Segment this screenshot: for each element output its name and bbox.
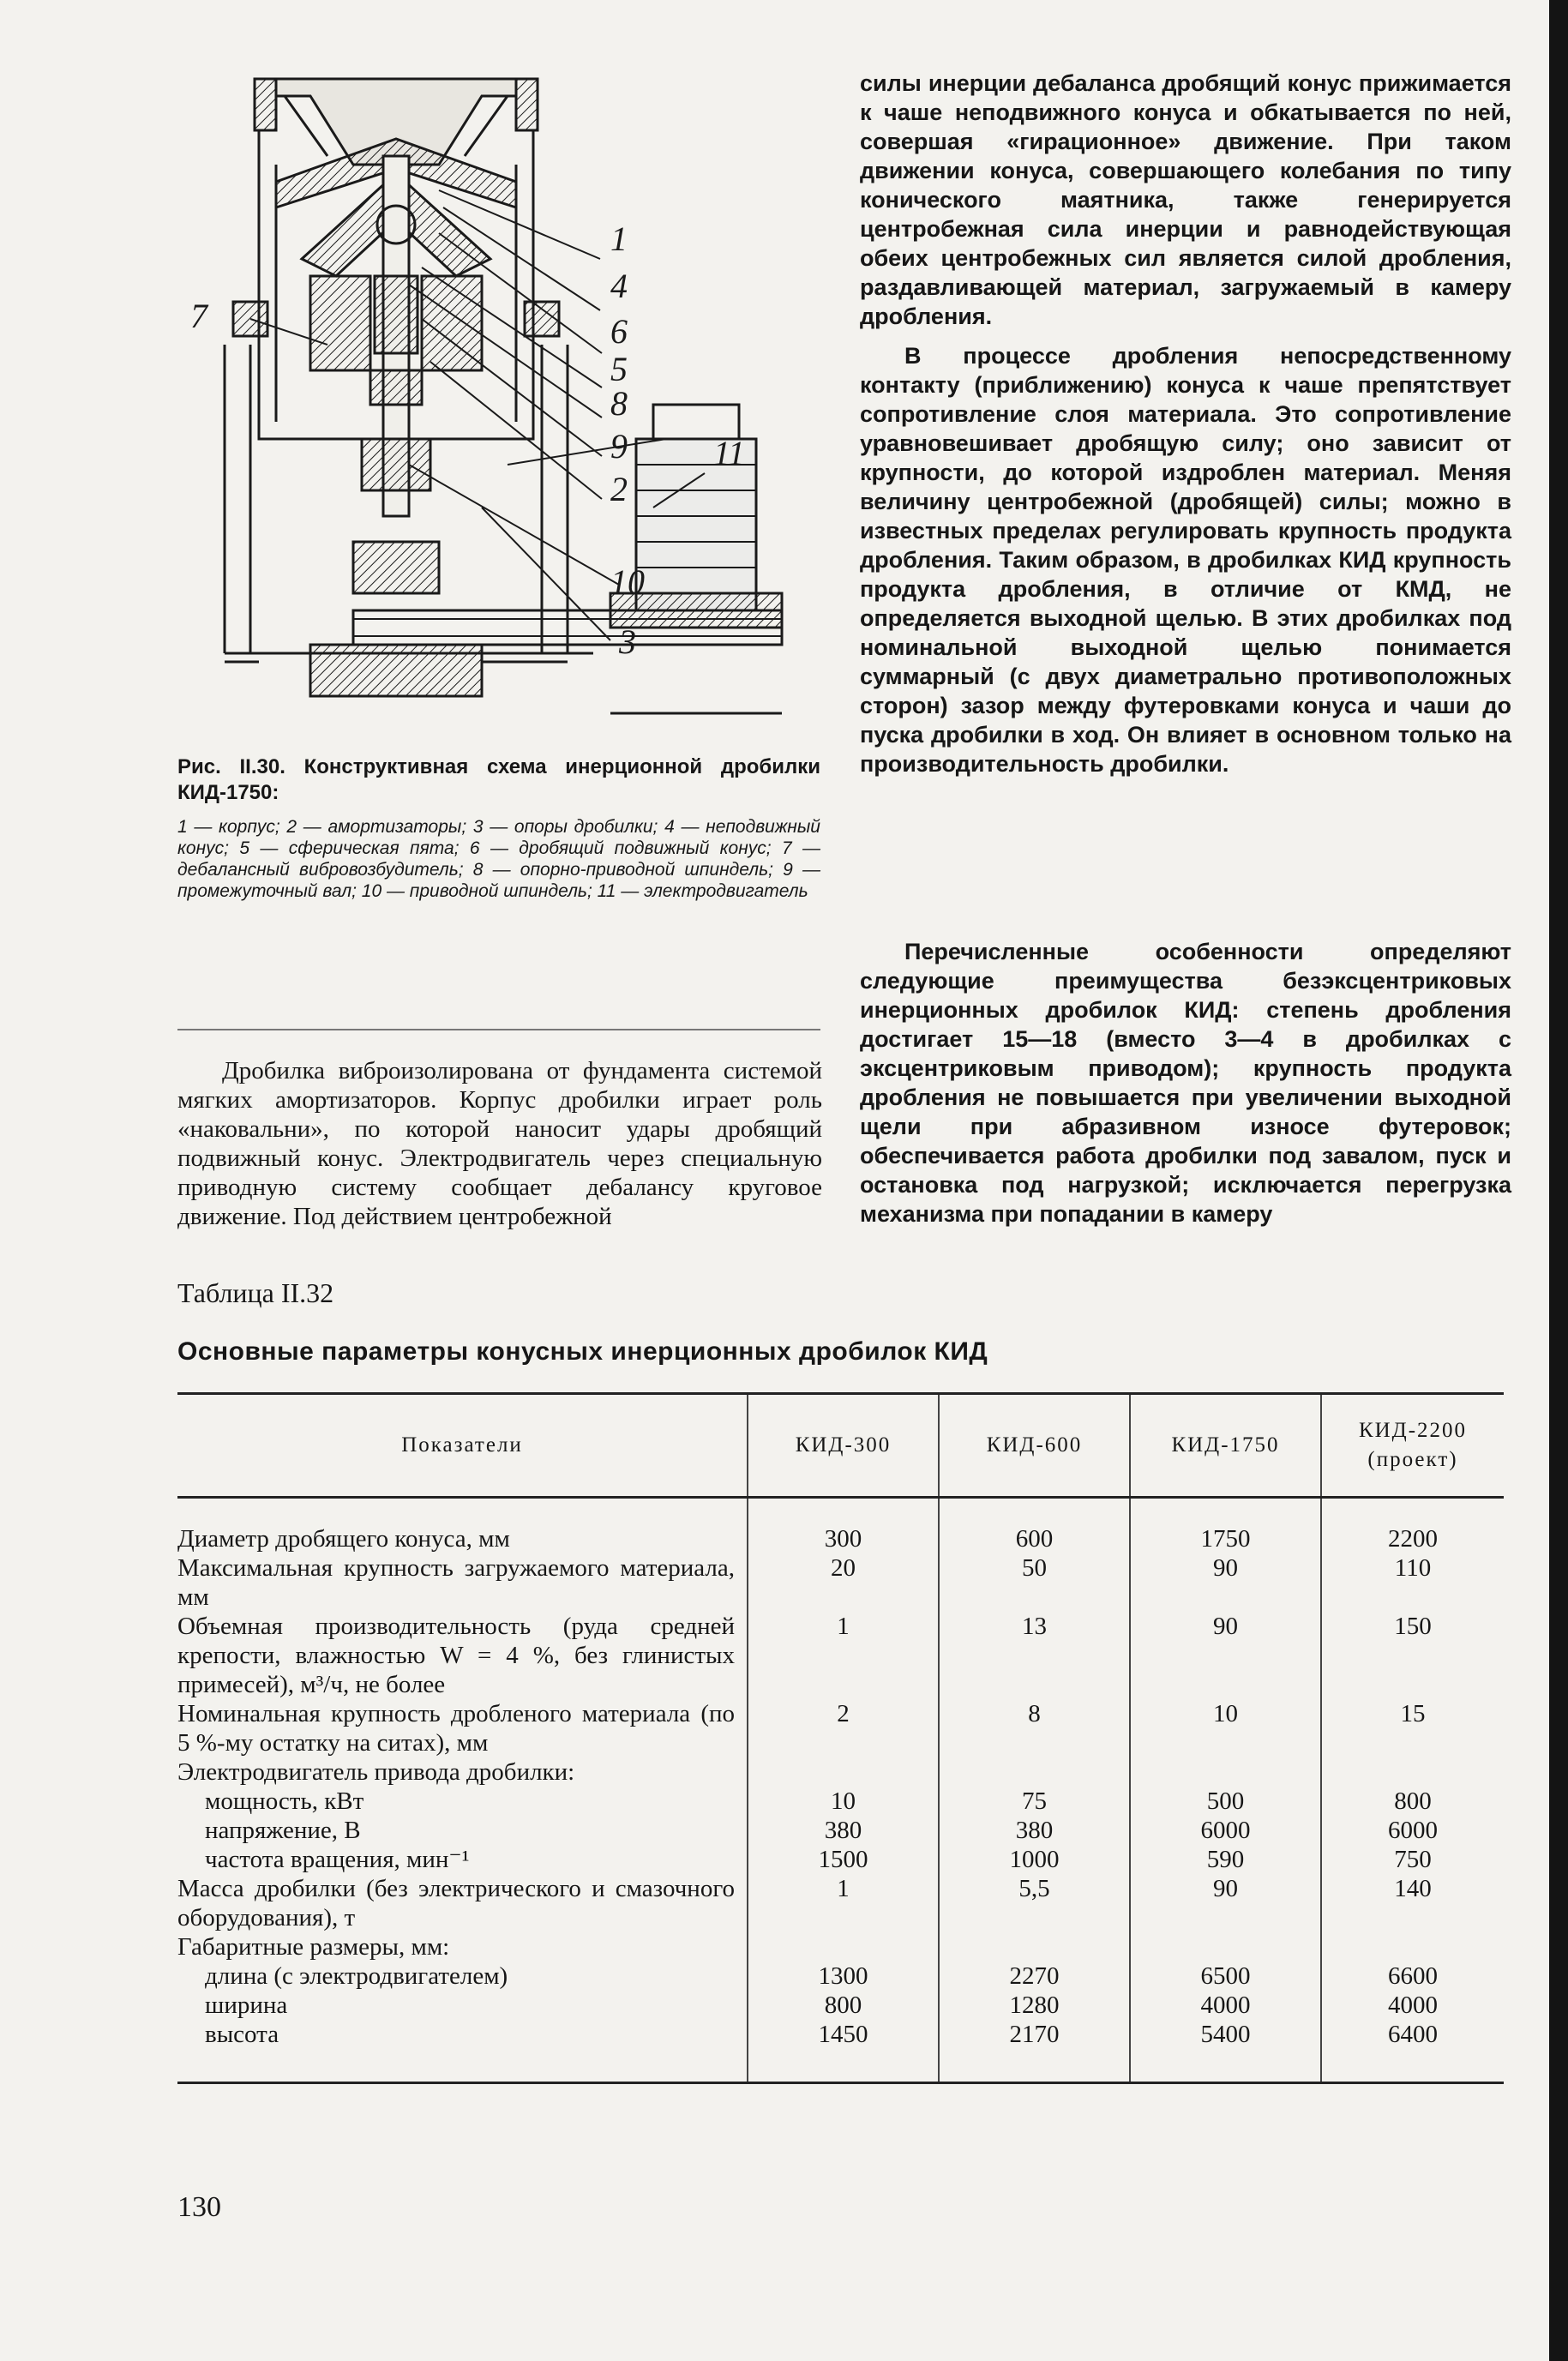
column-header: КИД-300 [748,1394,939,1498]
cell: 590 [1130,1845,1321,1874]
cell [748,1932,939,1961]
row-label: мощность, кВт [205,1787,364,1815]
cell [1321,1757,1504,1787]
callout-label: 5 [610,350,628,388]
paragraph: В процессе дробления непосредственному контакту (приближению) конуса к чаше препятствует сопротивление слоя материала. Это сопротивление уравновешивает дробящую силу; оно зависит от крупности, до которой издроблен материал. Меняя величину центробежной (дробящей) силы; можно в известных пределах регулировать крупность продукта дробления. Таким образом, в дробилках КИД крупность продукта дробления, в отличие от КМД, не определяется выходной щелью. В этих дробилках под номинальной выходной щелью понимается суммарный (с двух диаметрально противоположных сторон) зазор между футеровками конуса и чаши до пуска дробилки в ход. Он влияет в основном только на производительность дробилки. [860,343,1511,777]
paragraph: силы инерции дебаланса дробящий конус прижимается к чаше неподвижного конуса и обкатывается по ней, совершая «гирационное» движение. При таком движении конуса, совершающего колебания по типу конического маятника, также генерируется центробежная сила инерции и равнодействующая обеих центробежных сил является силой дробления, раздавливающей материал, загружаемый в камеру дробления. [860,70,1511,329]
cell: 2170 [939,2020,1130,2083]
callout-label: 4 [610,267,628,305]
cell [939,1757,1130,1787]
column-header: КИД-2200 (проект) [1321,1394,1504,1498]
row-label: Диаметр дробящего конуса, мм [177,1525,510,1553]
cell [1321,1932,1504,1961]
parameters-table [177,1392,1504,2084]
callout-label: 11 [713,434,746,472]
cell: 150 [1321,1612,1504,1699]
cell: 5400 [1130,2020,1321,2083]
row-label: высота [177,2020,748,2083]
caption-legend: 1 — корпус; 2 — амортизаторы; 3 — опоры дробилки; 4 — неподвижный конус; 5 — сферическая пята; 6 — дробящий подвижный конус; 7 — дебалансный вибровозбудитель; 8 — опорно-приводной шпиндель; 9 — промежуточный вал; 10 — приводной шпиндель; 11 — электродвигатель [177,817,820,901]
table-title: Основные параметры конусных инерционных дробилок КИД [177,1337,988,1366]
cell: 600 [939,1524,1130,1553]
cell: 800 [1321,1787,1504,1816]
cell: 1500 [748,1845,939,1874]
cell: 6400 [1321,2020,1504,2083]
column-header: Показатели [177,1394,748,1498]
cell: 1280 [939,1991,1130,2020]
row-label: Масса дробилки (без электрического и смазочного оборудования), т [177,1875,735,1931]
table-row [177,1612,1504,1699]
table-header-row [177,1394,1504,1498]
row-label: Электродвигатель привода дробилки: [177,1758,575,1786]
callout-label: 1 [610,219,628,258]
row-label: напряжение, В [205,1817,361,1844]
crusher-drawing [190,62,823,729]
cell: 2270 [939,1961,1130,1991]
right-column-bottom [860,937,1511,1229]
row-label: Максимальная крупность загружаемого материала, мм [177,1554,735,1611]
table-row [177,1553,1504,1612]
cell: 90 [1130,1553,1321,1612]
callout-label: 8 [610,384,628,423]
row-label: длина (с электродвигателем) [205,1962,508,1990]
callout-label: 6 [610,312,628,351]
callout-label: 7 [190,297,207,335]
paragraph: Перечисленные особенности определяют следующие преимущества безэксцентриковых инерционных дробилок КИД: степень дробления достигает 15—18 (вместо 3—4 в дробилках с эксцентриковым приводом); крупность продукта дробления не повышается при увеличении выходной щели при абразивном износе футеровок; обеспечивается работа дробилки под завалом, пуск и остановка под нагрузкой; исключается перегрузка механизма при попадании в камеру [860,939,1511,1227]
cell: 10 [1130,1699,1321,1757]
cell: 50 [939,1553,1130,1612]
cell: 110 [1321,1553,1504,1612]
cell: 90 [1130,1612,1321,1699]
scan-edge-bar [1549,0,1568,2361]
cell: 5,5 [939,1874,1130,1932]
caption-divider [177,1029,820,1030]
crusher-schematic-figure [190,62,823,729]
column-header: КИД-1750 [1130,1394,1321,1498]
cell: 2200 [1321,1524,1504,1553]
cell: 6600 [1321,1961,1504,1991]
cell: 10 [748,1787,939,1816]
callout-label: 2 [610,470,628,508]
cell [1130,1757,1321,1787]
table-row [177,1787,1504,1816]
row-label: частота вращения, мин⁻¹ [205,1846,470,1873]
cell: 2 [748,1699,939,1757]
table-row [177,1845,1504,1874]
table-row [177,1524,1504,1553]
callout-label: 10 [610,562,645,601]
page-number: 130 [177,2191,221,2223]
cell: 380 [748,1816,939,1845]
cell: 1300 [748,1961,939,1991]
cell [939,1932,1130,1961]
cell: 380 [939,1816,1130,1845]
table-row [177,2020,1504,2083]
row-label: ширина [205,1992,288,2019]
table-row [177,1699,1504,1757]
cell: 6000 [1321,1816,1504,1845]
table-row [177,1757,1504,1787]
cell: 6500 [1130,1961,1321,1991]
column-header: КИД-600 [939,1394,1130,1498]
left-column-text [177,1056,822,1231]
cell: 75 [939,1787,1130,1816]
table-row [177,1991,1504,2020]
callout-label: 3 [619,622,636,661]
cell: 20 [748,1553,939,1612]
cell: 800 [748,1991,939,2020]
cell [1130,1932,1321,1961]
cell: 4000 [1130,1991,1321,2020]
row-label: Номинальная крупность дробленого материала (по 5 %-му остатку на ситах), мм [177,1700,735,1757]
row-label: Объемная производительность (руда средней крепости, влажностью W = 4 %, без глинистых примесей), м³/ч, не более [177,1613,735,1698]
table-row [177,1932,1504,1961]
cell: 1450 [748,2020,939,2083]
right-column-top [860,69,1511,778]
cell: 15 [1321,1699,1504,1757]
cell [748,1757,939,1787]
row-label: Габаритные размеры, мм: [177,1933,450,1961]
figure-caption [177,754,820,902]
cell: 140 [1321,1874,1504,1932]
cell: 500 [1130,1787,1321,1816]
cell: 4000 [1321,1991,1504,2020]
cell: 1 [748,1874,939,1932]
cell: 1750 [1130,1524,1321,1553]
paragraph: Дробилка виброизолирована от фундамента системой мягких амортизаторов. Корпус дробилки играет роль «наковальни», по которой наносит удары дробящий подвижный конус. Электродвигатель через специальную приводную систему сообщает дебалансу круговое движение. Под действием центробежной [177,1057,822,1230]
caption-title: Рис. II.30. Конструктивная схема инерционной дробилки КИД-1750: [177,755,820,804]
cell: 13 [939,1612,1130,1699]
cell: 6000 [1130,1816,1321,1845]
table-row [177,1874,1504,1932]
cell: 8 [939,1699,1130,1757]
table-row [177,1816,1504,1845]
cell: 1 [748,1612,939,1699]
cell: 300 [748,1524,939,1553]
table-row [177,1961,1504,1991]
spacer-row [177,1498,1504,1525]
table-label: Таблица II.32 [177,1277,334,1308]
callout-label: 9 [610,427,628,466]
cell: 750 [1321,1845,1504,1874]
cell: 1000 [939,1845,1130,1874]
cell: 90 [1130,1874,1321,1932]
